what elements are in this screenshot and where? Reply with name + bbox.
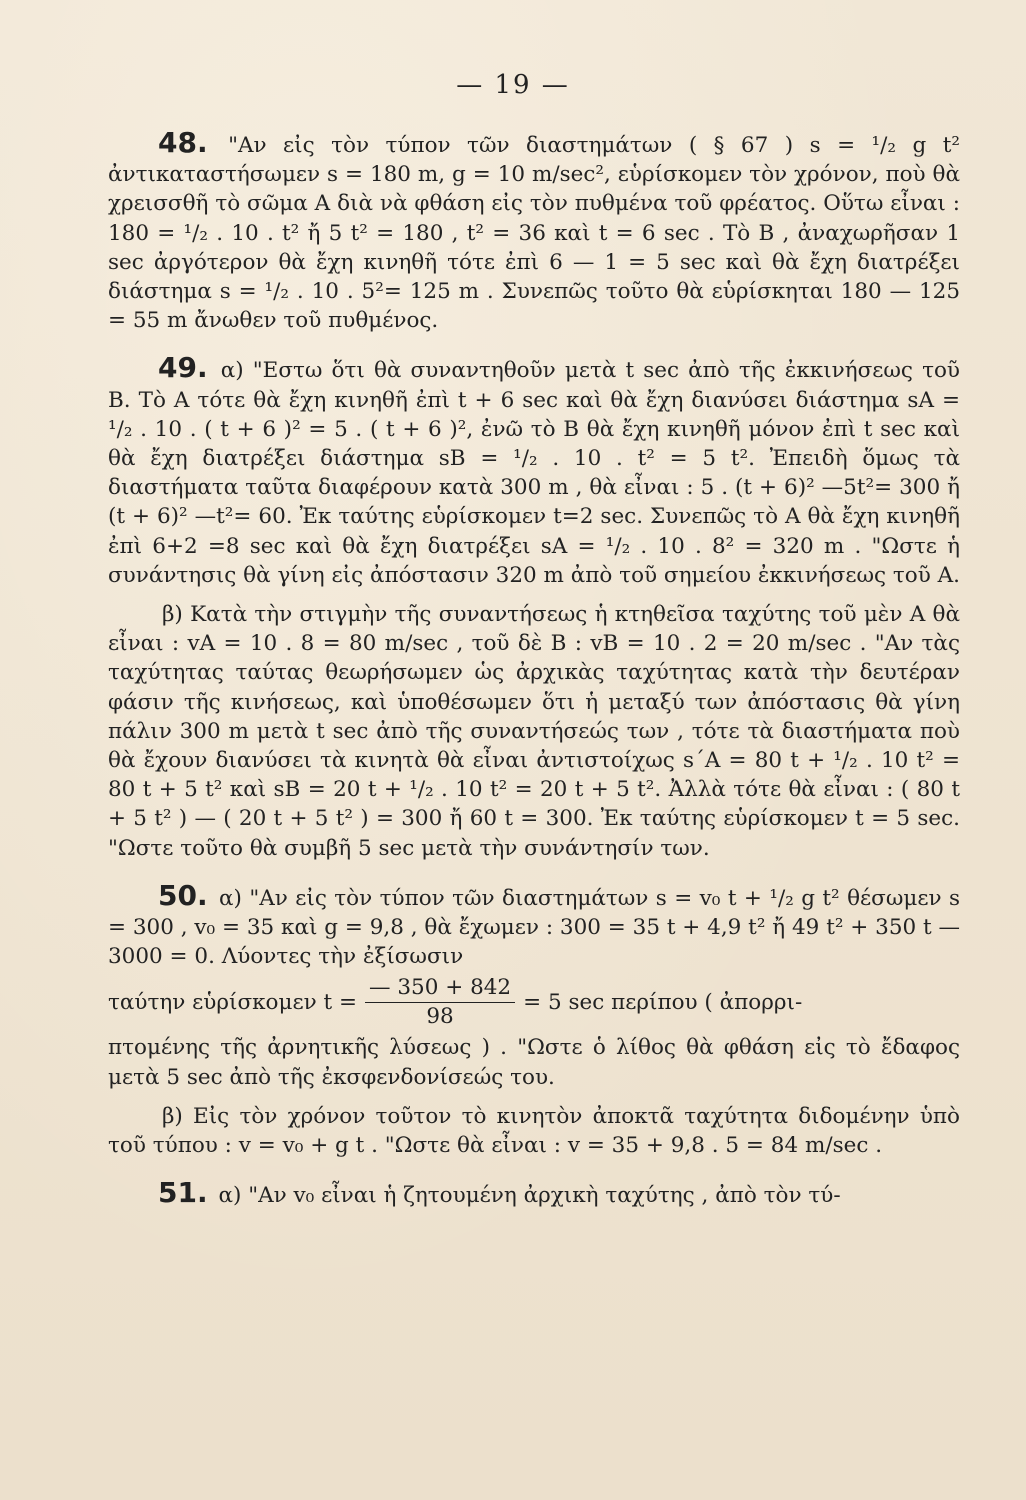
problem-number: 50. bbox=[158, 878, 208, 912]
page-body bbox=[108, 128, 960, 1229]
problem-number: 51. bbox=[158, 1176, 208, 1210]
paragraph-text: α) "Αν v₀ εἶναι ἡ ζητουμένη ἀρχικὴ ταχύτης , ἀπὸ τὸν τύ- bbox=[218, 1183, 841, 1209]
problem-number: 48. bbox=[158, 126, 208, 159]
fraction-denominator: 98 bbox=[426, 1003, 454, 1029]
paragraph bbox=[108, 128, 960, 335]
paragraph bbox=[108, 1102, 960, 1160]
paragraph-text: β) Εἰς τὸν χρόνον τοῦτον τὸ κινητὸν ἀποκτᾶ ταχύτητα διδομένην ὑπὸ τοῦ τύπου : v = v₀ + g t . "Ωστε θὰ εἶναι : v = 35 + 9,8 . 5 = 84 m/sec . bbox=[108, 1103, 960, 1159]
paragraph bbox=[108, 353, 960, 590]
paragraph-text: α) "Εστω ὅτι θὰ συναντηθοῦν μετὰ t sec ἀπὸ τῆς ἐκκινήσεως τοῦ Β. Τὸ Α τότε θὰ ἔχη κινηθῆ ἐπὶ t + 6 sec καὶ θὰ ἔχη διανύσει διάστημα sA = ¹/₂ . 10 . ( t + 6 )² = 5 . ( t + 6 )², ἐνῶ τὸ Β θὰ ἔχη κινηθῆ μόνον ἐπὶ t sec καὶ θὰ ἔχη διατρέξει διάστημα sB = ¹/₂ . 10 . t² = 5 t². Ἐπειδὴ ὅμως τὰ διαστήματα ταῦτα διαφέρουν κατὰ 300 m , θὰ εἶναι : 5 . (t + 6)² —5t²= 300 ἤ (t + 6)² —t²= 60. Ἐκ ταύτης εὑρίσκομεν t=2 sec. Συνεπῶς τὸ Α θὰ ἔχη κινηθῆ ἐπὶ 6+2 =8 sec καὶ θὰ ἔχη διατρέξει sA = ¹/₂ . 10 . 8² = 320 m . "Ωστε ἡ συνάντησις θὰ γίνη εἰς ἀπόστασιν 320 m ἀπὸ τοῦ σημείου ἐκκινήσεως τοῦ Α. bbox=[108, 358, 960, 588]
problem-number: 49. bbox=[158, 351, 208, 385]
paragraph bbox=[108, 600, 960, 863]
fraction bbox=[365, 975, 515, 1030]
paragraph bbox=[108, 1178, 960, 1210]
paragraph bbox=[108, 878, 960, 972]
fraction-numerator: — 350 + 842 bbox=[365, 975, 515, 1003]
paragraph-text: α) "Αν εἰς τὸν τύπον τῶν διαστημάτων s = v₀ t + ¹/₂ g t² θέσωμεν s = 300 , v₀ = 35 καὶ g = 9,8 , θὰ ἔχωμεν : 300 = 35 t + 4,9 t² ἤ 49 t² + 350 t — 3000 = 0. Λύοντες τὴν ἐξίσωσιν bbox=[108, 885, 960, 970]
problem-50 bbox=[108, 878, 960, 1160]
equation-suffix: = 5 sec περίπου ( ἀπορρι- bbox=[523, 989, 803, 1015]
paragraph-text: β) Κατὰ τὴν στιγμὴν τῆς συναντήσεως ἡ κτηθεῖσα ταχύτης τοῦ μὲν Α θὰ εἶναι : vA = 10 . 8 = 80 m/sec , τοῦ δὲ Β : vB = 10 . 2 = 20 m/sec . "Αν τὰς ταχύτητας ταύτας θεωρήσωμεν ὡς ἀρχικὰς ταχύτητας κατὰ τὴν δευτέραν φάσιν τῆς κινήσεως, καὶ ὑποθέσωμεν ὅτι ἡ μεταξύ των ἀπόστασις θὰ γίνη πάλιν 300 m μετὰ t sec ἀπὸ τῆς συναντήσεώς των , τότε τὰ διαστήματα ποὺ θὰ ἔχουν διανύσει τὰ κινητὰ θὰ εἶναι ἀντιστοίχως s΄A = 80 t + ¹/₂ . 10 t² = 80 t + 5 t² καὶ sB = 20 t + ¹/₂ . 10 t² = 20 t + 5 t². Ἀλλὰ τότε θὰ εἶναι : ( 80 t + 5 t² ) — ( 20 t + 5 t² ) = 300 ἤ 60 t = 300. Ἐκ ταύτης εὑρίσκομεν t = 5 sec. "Ωστε τοῦτο θὰ συμβῆ 5 sec μετὰ τὴν συνάντησίν των. bbox=[108, 602, 960, 861]
problem-49 bbox=[108, 353, 960, 862]
equation-prefix: ταύτην εὑρίσκομεν t = bbox=[108, 989, 358, 1015]
fraction-equation-line bbox=[108, 971, 960, 1033]
problem-51 bbox=[108, 1178, 960, 1210]
page-number: — 19 — bbox=[456, 70, 570, 100]
problem-48 bbox=[108, 128, 960, 335]
paragraph-text: "Αν εἰς τὸν τύπον τῶν διαστημάτων ( § 67 ) s = ¹/₂ g t² ἀντικαταστήσωμεν s = 180 m, g = 10 m/sec², εὑρίσκομεν τὸν χρόνον, ποὺ θὰ χρεισσθῆ τὸ σῶμα Α διὰ νὰ φθάση εἰς τὸν πυθμένα τοῦ φρέατος. Οὕτω εἶναι : 180 = ¹/₂ . 10 . t² ἤ 5 t² = 180 , t² = 36 καὶ t = 6 sec . Τὸ Β , ἀναχωρῆσαν 1 sec ἀργότερον θὰ ἔχη κινηθῆ τότε ἐπὶ 6 — 1 = 5 sec καὶ θὰ ἔχη διατρέξει διάστημα s = ¹/₂ . 10 . 5²= 125 m . Συνεπῶς τοῦτο θὰ εὑρίσκηται 180 — 125 = 55 m ἄνωθεν τοῦ πυθμένος. bbox=[108, 133, 960, 334]
paragraph bbox=[108, 1033, 960, 1091]
paragraph-text: πτομένης τῆς ἀρνητικῆς λύσεως ) . "Ωστε ὁ λίθος θὰ φθάση εἰς τὸ ἔδαφος μετὰ 5 sec ἀπὸ τῆς ἐκσφενδονίσεώς του. bbox=[108, 1035, 960, 1090]
